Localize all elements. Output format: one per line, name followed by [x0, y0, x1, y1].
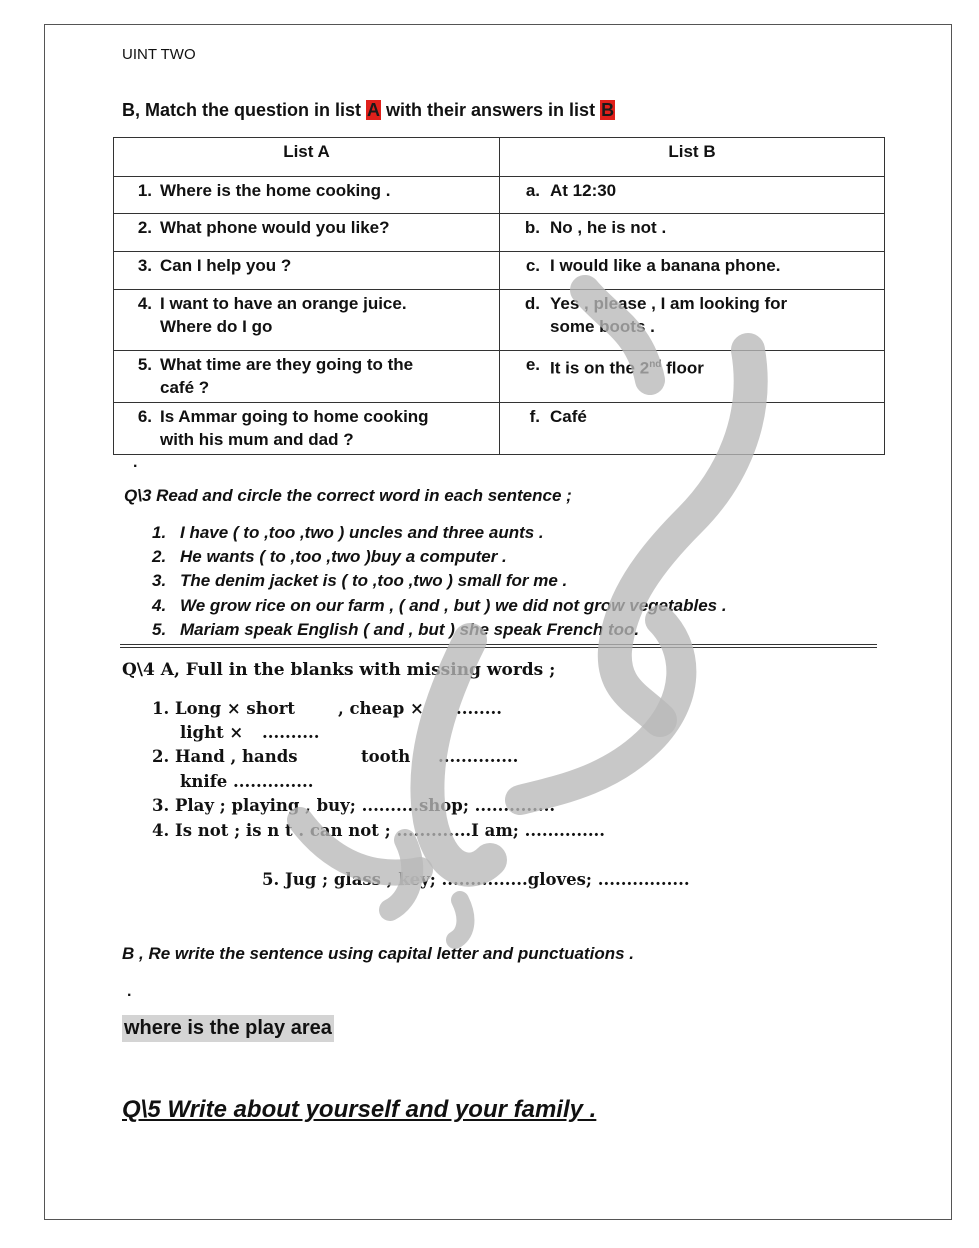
question-number: 5.	[137, 355, 152, 374]
q4-line-5: 5. Jug ; glass , key; ...............gloves; ................	[262, 870, 690, 889]
q4-line-1b: , cheap ×	[338, 699, 424, 718]
q4-line-1d: light ×	[180, 723, 244, 742]
answer-letter: c.	[525, 256, 540, 275]
header-list-b: List B	[500, 138, 885, 177]
q4-line-3: 3. Play ; playing , buy; ..........shop; ..............	[152, 796, 556, 815]
answer-letter: e.	[525, 355, 540, 374]
list-item: 5. Mariam speak English ( and , but ) she speak French too.	[152, 619, 640, 639]
list-item: 3. The denim jacket is ( to ,too ,two ) small for me .	[152, 571, 568, 591]
answer-text: Yes , please , I am looking for some boots .	[550, 294, 788, 336]
q4-line-4: 4. Is not ; is n t . can not ; .............I am; ..............	[152, 821, 606, 840]
answer-text: Café	[550, 407, 587, 426]
q4-line-2c: ..............	[438, 747, 519, 766]
answer-text: It is on the 2nd floor	[550, 358, 704, 378]
bullet-dot: .	[133, 454, 138, 471]
unit-title: UINT TWO	[122, 46, 196, 63]
question-text: Is Ammar going to home cooking with his mum and dad ?	[160, 407, 429, 449]
question-number: 6.	[137, 407, 152, 426]
bullet-dot: .	[127, 983, 132, 1000]
q4-line-1a: 1. Long × short	[152, 699, 296, 718]
header-list-a: List A	[114, 138, 500, 177]
question-text: I want to have an orange juice. Where do I go	[160, 294, 407, 336]
answer-text: No , he is not .	[550, 218, 667, 237]
list-item: 4. We grow rice on our farm , ( and , but ) we did not grow vegetables .	[152, 595, 727, 615]
q4-line-2d: knife ..............	[180, 772, 314, 791]
question-number: 3.	[137, 256, 152, 275]
list-a-highlight: A	[367, 100, 381, 120]
q3-title: Q\3 Read and circle the correct word in each sentence ;	[124, 486, 572, 505]
list-item: 1. I have ( to ,too ,two ) uncles and three aunts .	[152, 523, 544, 542]
question-text: Can I help you ?	[160, 256, 292, 275]
q4-line-1c: ........	[456, 699, 502, 718]
question-text: What time are they going to the café ?	[160, 355, 414, 397]
q4-line-2a: 2. Hand , hands	[152, 747, 298, 766]
q4-line-2b: tooth	[361, 747, 411, 766]
answer-letter: a.	[525, 181, 540, 200]
answer-letter: b.	[524, 218, 540, 237]
q5-title: Q\5 Write about yourself and your family .	[122, 1096, 597, 1123]
answer-text: I would like a banana phone.	[550, 256, 781, 275]
question-text: What phone would you like?	[160, 218, 390, 237]
list-item: 2. He wants ( to ,too ,two )buy a computer .	[152, 547, 507, 567]
rewrite-sentence: where is the play area	[122, 1015, 334, 1042]
list-b-highlight: B	[601, 100, 615, 120]
question-number: 4.	[137, 294, 152, 313]
answer-text: At 12:30	[550, 181, 617, 200]
instruction-text-2: with their answers in list	[381, 100, 601, 120]
rewrite-instructions: B , Re write the sentence using capital letter and punctuations .	[122, 944, 634, 963]
answer-letter: f.	[529, 407, 540, 426]
question-text: Where is the home cooking .	[160, 181, 391, 200]
question-number: 2.	[137, 218, 152, 237]
answer-letter: d.	[524, 294, 540, 313]
q4-title: Q\4 A, Full in the blanks with missing words ;	[122, 660, 556, 680]
q4-line-1e: ..........	[262, 723, 320, 742]
question-number: 1.	[137, 181, 152, 200]
instruction-text-1: B, Match the question in list	[122, 100, 367, 120]
